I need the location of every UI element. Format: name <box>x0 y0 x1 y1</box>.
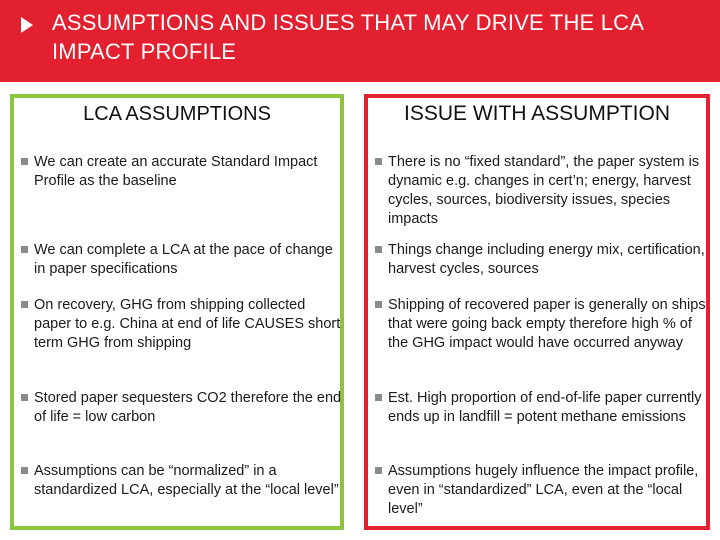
issue-text: Est. High proportion of end-of-life paper currently ends up in landfill = potent methane emissions <box>388 390 702 425</box>
issue-item <box>372 389 710 427</box>
bullet-icon <box>375 394 382 401</box>
issue-item <box>372 153 710 229</box>
assumption-item <box>18 296 344 353</box>
assumption-text: On recovery, GHG from shipping collected paper to e.g. China at end of life CAUSES short term GHG from shipping <box>34 297 341 351</box>
assumption-text: Stored paper sequesters CO2 therefore the end of life = low carbon <box>34 390 342 425</box>
bullet-icon <box>375 467 382 474</box>
issue-with-assumption-panel <box>364 94 710 530</box>
bullet-icon <box>21 301 28 308</box>
issue-text: There is no “fixed standard”, the paper system is dynamic e.g. changes in cert’n; energy, harvest cycles, sources, biodiversity issues, species impacts <box>388 154 700 227</box>
assumption-item <box>18 389 344 427</box>
issue-item <box>372 462 710 519</box>
issue-text: Assumptions hugely influence the impact profile, even in “standardized” LCA, even at the “local level” <box>388 463 699 517</box>
lca-assumptions-panel <box>10 94 344 530</box>
bullet-icon <box>21 467 28 474</box>
title-arrow-icon <box>21 17 33 33</box>
issue-item <box>372 241 710 279</box>
bullet-icon <box>21 158 28 165</box>
assumption-text: We can complete a LCA at the pace of change in paper specifications <box>34 242 333 277</box>
assumption-text: Assumptions can be “normalized” in a standardized LCA, especially at the “local level” <box>34 463 339 498</box>
assumption-text: We can create an accurate Standard Impact Profile as the baseline <box>34 154 318 189</box>
page-title: ASSUMPTIONS AND ISSUES THAT MAY DRIVE THE LCA IMPACT PROFILE <box>52 10 643 64</box>
bullet-icon <box>375 246 382 253</box>
bullet-icon <box>21 246 28 253</box>
issue-text: Things change including energy mix, certification, harvest cycles, sources <box>388 242 705 277</box>
assumption-item <box>18 241 344 279</box>
issue-text: Shipping of recovered paper is generally on ships that were going back empty therefore high % of the GHG impact would have occurred anyway <box>388 297 706 351</box>
issue-item <box>372 296 710 353</box>
title-bar <box>0 0 720 82</box>
bullet-icon <box>21 394 28 401</box>
bullet-icon <box>375 301 382 308</box>
panel-heading-assumptions: LCA ASSUMPTIONS <box>83 103 271 125</box>
bullet-icon <box>375 158 382 165</box>
panel-heading-issues: ISSUE WITH ASSUMPTION <box>403 102 671 125</box>
assumption-item <box>18 462 344 500</box>
assumption-item <box>18 153 344 191</box>
